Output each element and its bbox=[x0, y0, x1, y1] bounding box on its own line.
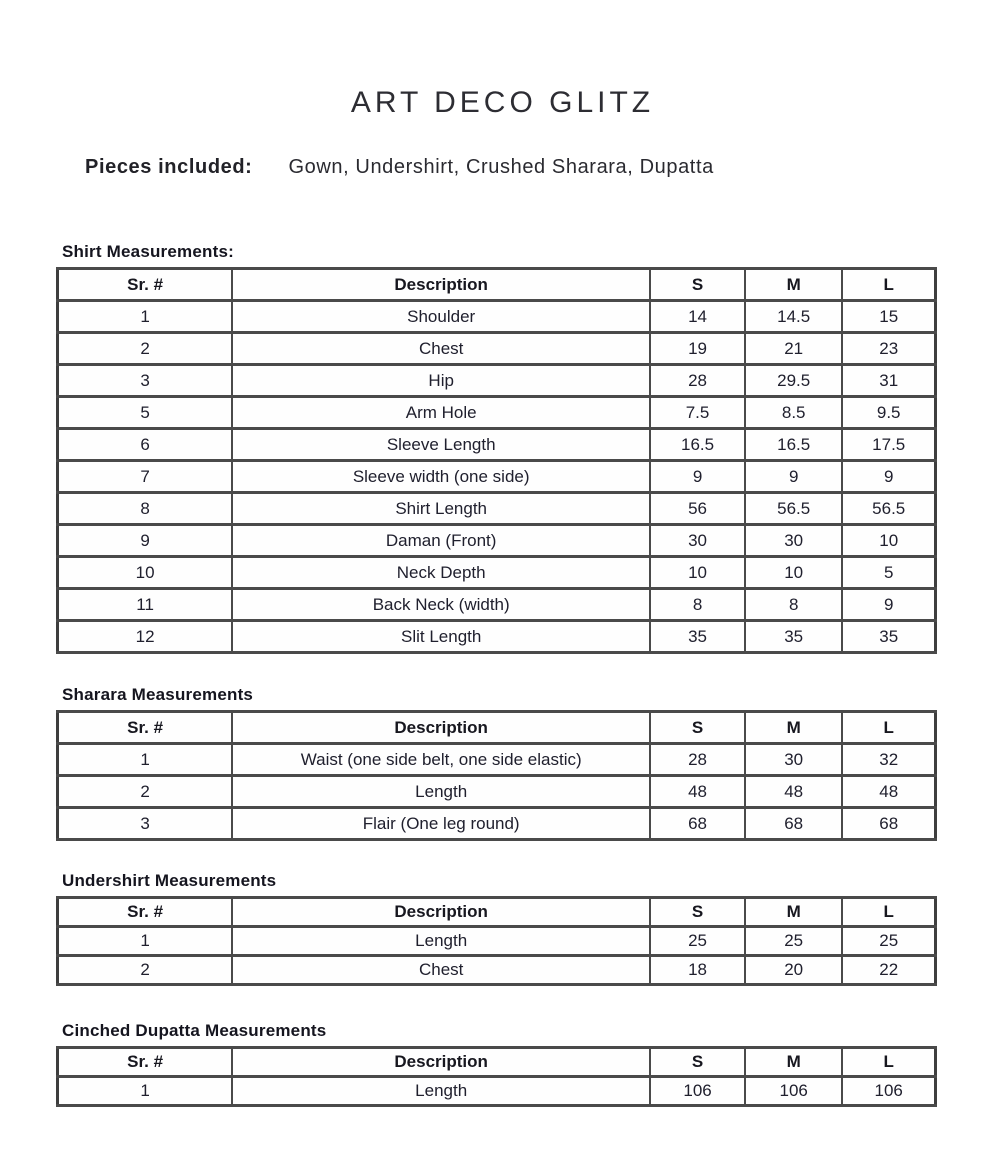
table-cell: 5 bbox=[842, 557, 935, 589]
table-cell: 22 bbox=[842, 956, 935, 985]
pieces-included-row bbox=[85, 156, 714, 179]
column-header: M bbox=[745, 712, 842, 744]
table-row bbox=[58, 621, 936, 653]
table-row bbox=[58, 776, 936, 808]
table-cell: 1 bbox=[58, 1077, 233, 1106]
table-cell: Shirt Length bbox=[232, 493, 650, 525]
column-header: L bbox=[842, 1048, 935, 1077]
column-header: L bbox=[842, 712, 935, 744]
table-cell: 2 bbox=[58, 956, 233, 985]
table-cell: 15 bbox=[842, 301, 935, 333]
table-cell: 18 bbox=[650, 956, 745, 985]
column-header: S bbox=[650, 898, 745, 927]
table-row bbox=[58, 808, 936, 840]
column-header: M bbox=[745, 269, 842, 301]
table-cell: 8 bbox=[650, 589, 745, 621]
table-cell: 56.5 bbox=[745, 493, 842, 525]
table-cell: 9 bbox=[650, 461, 745, 493]
table-cell: 25 bbox=[745, 927, 842, 956]
table-cell: 19 bbox=[650, 333, 745, 365]
table-row bbox=[58, 333, 936, 365]
undershirt-measurements-table bbox=[56, 896, 937, 986]
table-cell: 8.5 bbox=[745, 397, 842, 429]
table-cell: 10 bbox=[842, 525, 935, 557]
table-row bbox=[58, 589, 936, 621]
table-cell: 1 bbox=[58, 301, 233, 333]
table-cell: 68 bbox=[650, 808, 745, 840]
table-cell: 8 bbox=[745, 589, 842, 621]
sharara-measurements-heading: Sharara Measurements bbox=[62, 685, 254, 704]
table-cell: 30 bbox=[745, 744, 842, 776]
cinched-dupatta-measurements-heading: Cinched Dupatta Measurements bbox=[62, 1021, 327, 1040]
column-header: Sr. # bbox=[58, 1048, 233, 1077]
column-header: M bbox=[745, 1048, 842, 1077]
table-cell: 14 bbox=[650, 301, 745, 333]
table-cell: 28 bbox=[650, 365, 745, 397]
table-cell: 35 bbox=[650, 621, 745, 653]
table-cell: Length bbox=[232, 1077, 650, 1106]
table-row bbox=[58, 429, 936, 461]
shirt-measurements-section bbox=[56, 242, 937, 654]
table-cell: 30 bbox=[650, 525, 745, 557]
table-cell: 14.5 bbox=[745, 301, 842, 333]
table-cell: 3 bbox=[58, 365, 233, 397]
table-cell: 10 bbox=[745, 557, 842, 589]
table-cell: 68 bbox=[745, 808, 842, 840]
table-cell: 16.5 bbox=[745, 429, 842, 461]
table-cell: Daman (Front) bbox=[232, 525, 650, 557]
sharara-measurements-table bbox=[56, 710, 937, 841]
table-cell: 35 bbox=[745, 621, 842, 653]
table-cell: Slit Length bbox=[232, 621, 650, 653]
table-cell: Length bbox=[232, 927, 650, 956]
table-cell: 56 bbox=[650, 493, 745, 525]
table-cell: 12 bbox=[58, 621, 233, 653]
table-row bbox=[58, 301, 936, 333]
table-row bbox=[58, 461, 936, 493]
cinched-dupatta-measurements-section bbox=[56, 1021, 937, 1107]
table-cell: Flair (One leg round) bbox=[232, 808, 650, 840]
column-header: L bbox=[842, 898, 935, 927]
table-cell: 7 bbox=[58, 461, 233, 493]
column-header: S bbox=[650, 269, 745, 301]
table-cell: 2 bbox=[58, 776, 233, 808]
table-cell: 48 bbox=[842, 776, 935, 808]
table-cell: 48 bbox=[745, 776, 842, 808]
table-row bbox=[58, 744, 936, 776]
table-header-row bbox=[58, 1048, 936, 1077]
table-cell: 3 bbox=[58, 808, 233, 840]
table-cell: 8 bbox=[58, 493, 233, 525]
column-header: M bbox=[745, 898, 842, 927]
table-cell: 25 bbox=[842, 927, 935, 956]
table-cell: Chest bbox=[232, 333, 650, 365]
column-header: L bbox=[842, 269, 935, 301]
table-row bbox=[58, 956, 936, 985]
column-header: Description bbox=[232, 269, 650, 301]
cinched-dupatta-measurements-table bbox=[56, 1046, 937, 1107]
table-cell: Waist (one side belt, one side elastic) bbox=[232, 744, 650, 776]
table-cell: Neck Depth bbox=[232, 557, 650, 589]
table-cell: 1 bbox=[58, 744, 233, 776]
table-row bbox=[58, 493, 936, 525]
table-cell: 5 bbox=[58, 397, 233, 429]
table-cell: 2 bbox=[58, 333, 233, 365]
table-cell: Length bbox=[232, 776, 650, 808]
table-cell: 31 bbox=[842, 365, 935, 397]
table-cell: 11 bbox=[58, 589, 233, 621]
table-cell: 17.5 bbox=[842, 429, 935, 461]
table-header-row bbox=[58, 898, 936, 927]
table-cell: 35 bbox=[842, 621, 935, 653]
table-cell: 9 bbox=[842, 461, 935, 493]
column-header: Description bbox=[232, 712, 650, 744]
table-cell: 9 bbox=[842, 589, 935, 621]
pieces-included-label: Pieces included: bbox=[85, 156, 253, 178]
sharara-measurements-section bbox=[56, 685, 937, 841]
table-cell: 29.5 bbox=[745, 365, 842, 397]
table-cell: 28 bbox=[650, 744, 745, 776]
table-cell: 9 bbox=[745, 461, 842, 493]
shirt-measurements-heading: Shirt Measurements: bbox=[62, 242, 234, 261]
pieces-included-value: Gown, Undershirt, Crushed Sharara, Dupatta bbox=[288, 156, 714, 178]
table-cell: 106 bbox=[745, 1077, 842, 1106]
table-cell: Chest bbox=[232, 956, 650, 985]
table-cell: Hip bbox=[232, 365, 650, 397]
column-header: S bbox=[650, 712, 745, 744]
column-header: Description bbox=[232, 1048, 650, 1077]
table-cell: 106 bbox=[650, 1077, 745, 1106]
table-row bbox=[58, 397, 936, 429]
table-cell: 16.5 bbox=[650, 429, 745, 461]
table-cell: 21 bbox=[745, 333, 842, 365]
column-header: S bbox=[650, 1048, 745, 1077]
table-cell: Back Neck (width) bbox=[232, 589, 650, 621]
page-title: ART DECO GLITZ bbox=[350, 86, 655, 119]
table-row bbox=[58, 1077, 936, 1106]
table-cell: 20 bbox=[745, 956, 842, 985]
table-header-row bbox=[58, 712, 936, 744]
table-cell: Sleeve Length bbox=[232, 429, 650, 461]
table-cell: Arm Hole bbox=[232, 397, 650, 429]
table-row bbox=[58, 365, 936, 397]
table-cell: 23 bbox=[842, 333, 935, 365]
table-cell: 10 bbox=[650, 557, 745, 589]
column-header: Sr. # bbox=[58, 269, 233, 301]
table-cell: 106 bbox=[842, 1077, 935, 1106]
table-cell: 32 bbox=[842, 744, 935, 776]
undershirt-measurements-heading: Undershirt Measurements bbox=[62, 871, 277, 890]
column-header: Sr. # bbox=[58, 898, 233, 927]
table-cell: 30 bbox=[745, 525, 842, 557]
table-cell: 1 bbox=[58, 927, 233, 956]
table-cell: 68 bbox=[842, 808, 935, 840]
table-cell: 56.5 bbox=[842, 493, 935, 525]
table-row bbox=[58, 525, 936, 557]
table-cell: 10 bbox=[58, 557, 233, 589]
column-header: Sr. # bbox=[58, 712, 233, 744]
table-cell: 6 bbox=[58, 429, 233, 461]
table-cell: 9 bbox=[58, 525, 233, 557]
table-cell: 9.5 bbox=[842, 397, 935, 429]
table-cell: Sleeve width (one side) bbox=[232, 461, 650, 493]
table-row bbox=[58, 557, 936, 589]
table-row bbox=[58, 927, 936, 956]
table-cell: Shoulder bbox=[232, 301, 650, 333]
table-cell: 25 bbox=[650, 927, 745, 956]
table-cell: 7.5 bbox=[650, 397, 745, 429]
table-cell: 48 bbox=[650, 776, 745, 808]
column-header: Description bbox=[232, 898, 650, 927]
undershirt-measurements-section bbox=[56, 871, 937, 986]
table-header-row bbox=[58, 269, 936, 301]
shirt-measurements-table bbox=[56, 267, 937, 654]
